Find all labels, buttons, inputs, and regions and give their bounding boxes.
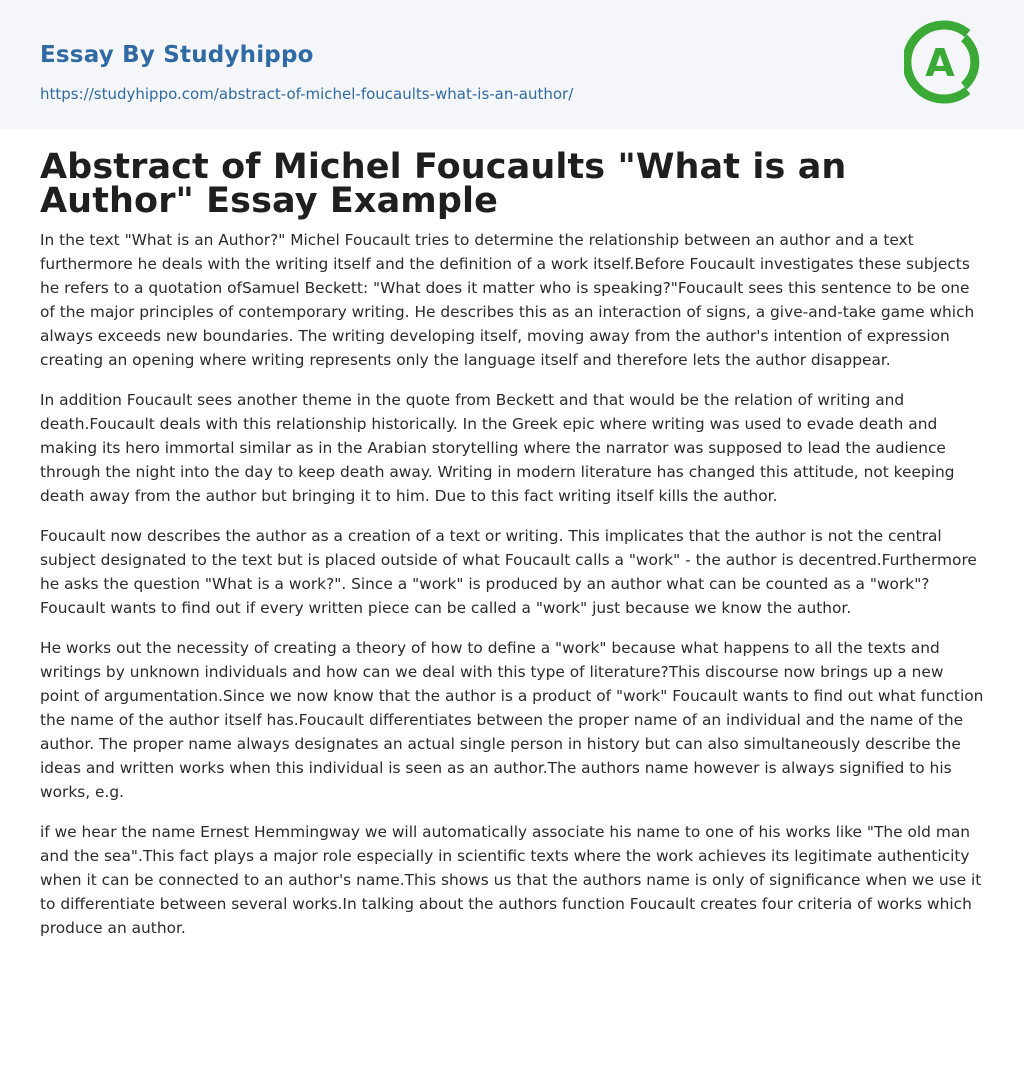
brand-title[interactable]: Essay By Studyhippo	[40, 42, 314, 68]
studyhippo-logo-icon[interactable]	[904, 18, 988, 106]
paragraph-1: In the text "What is an Author?" Michel Foucault tries to determine the relationship between an author and a text furthermore he deals with the writing itself and the definition of a work itself.Before Foucault investigates these subjects he refers to a quotation ofSamuel Beckett: "What does it matter who is speaking?"Foucault sees this sentence to be one of the major principles of contemporary writing. He describes this as an interaction of signs, a give-and-take game which always exceeds new boundaries. The writing developing itself, moving away from the author's intention of expression creating an opening where writing represents only the language itself and therefore lets the author disappear.	[40, 231, 975, 369]
paragraph-2: In addition Foucault sees another theme in the quote from Beckett and that would be the relation of writing and death.Foucault deals with this relationship historically. In the Greek epic where writing was used to evade death and making its hero immortal similar as in the Arabian storytelling where the narrator was supposed to lead the audience through the night into the day to keep death away. Writing in modern literature has changed this attitude, not keeping death away from the author but bringing it to him. Due to this fact writing itself kills the author.	[40, 391, 955, 505]
source-url-link[interactable]: https://studyhippo.com/abstract-of-michel-foucaults-what-is-an-author/	[40, 85, 574, 103]
site-header	[0, 0, 1024, 129]
page-title: Abstract of Michel Foucaults "What is an Author" Essay Example	[40, 147, 847, 221]
paragraph-5: if we hear the name Ernest Hemmingway we will automatically associate his name to one of his works like "The old man and the sea".This fact plays a major role especially in scientific texts where the work achieves its legitimate authenticity when it can be connected to an author's name.This shows us that the authors name is only of significance when we use it to differentiate between several works.In talking about the authors function Foucault creates four criteria of works which produce an author.	[40, 823, 982, 937]
paragraph-4: He works out the necessity of creating a theory of how to define a "work" because what happens to all the texts and writings by unknown individuals and how can we deal with this type of literature?This discourse now brings up a new point of argumentation.Since we now know that the author is a product of "work" Foucault wants to find out what function the name of the author itself has.Foucault differentiates between the proper name of an individual and the name of the author. The proper name always designates an actual single person in history but can also simultaneously describe the ideas and written works when this individual is seen as an author.The authors name however is always signified to his works, e.g.	[40, 639, 984, 801]
logo-letter: A	[925, 41, 955, 85]
paragraph-3: Foucault now describes the author as a creation of a text or writing. This implicates that the author is not the central subject designated to the text but is placed outside of what Foucault calls a "work" - the author is decentred.Furthermore he asks the question "What is a work?". Since a "work" is produced by an author what can be counted as a "work"?Foucault wants to find out if every written piece can be called a "work" just because we know the author.	[40, 527, 977, 617]
document-body	[0, 129, 1024, 940]
